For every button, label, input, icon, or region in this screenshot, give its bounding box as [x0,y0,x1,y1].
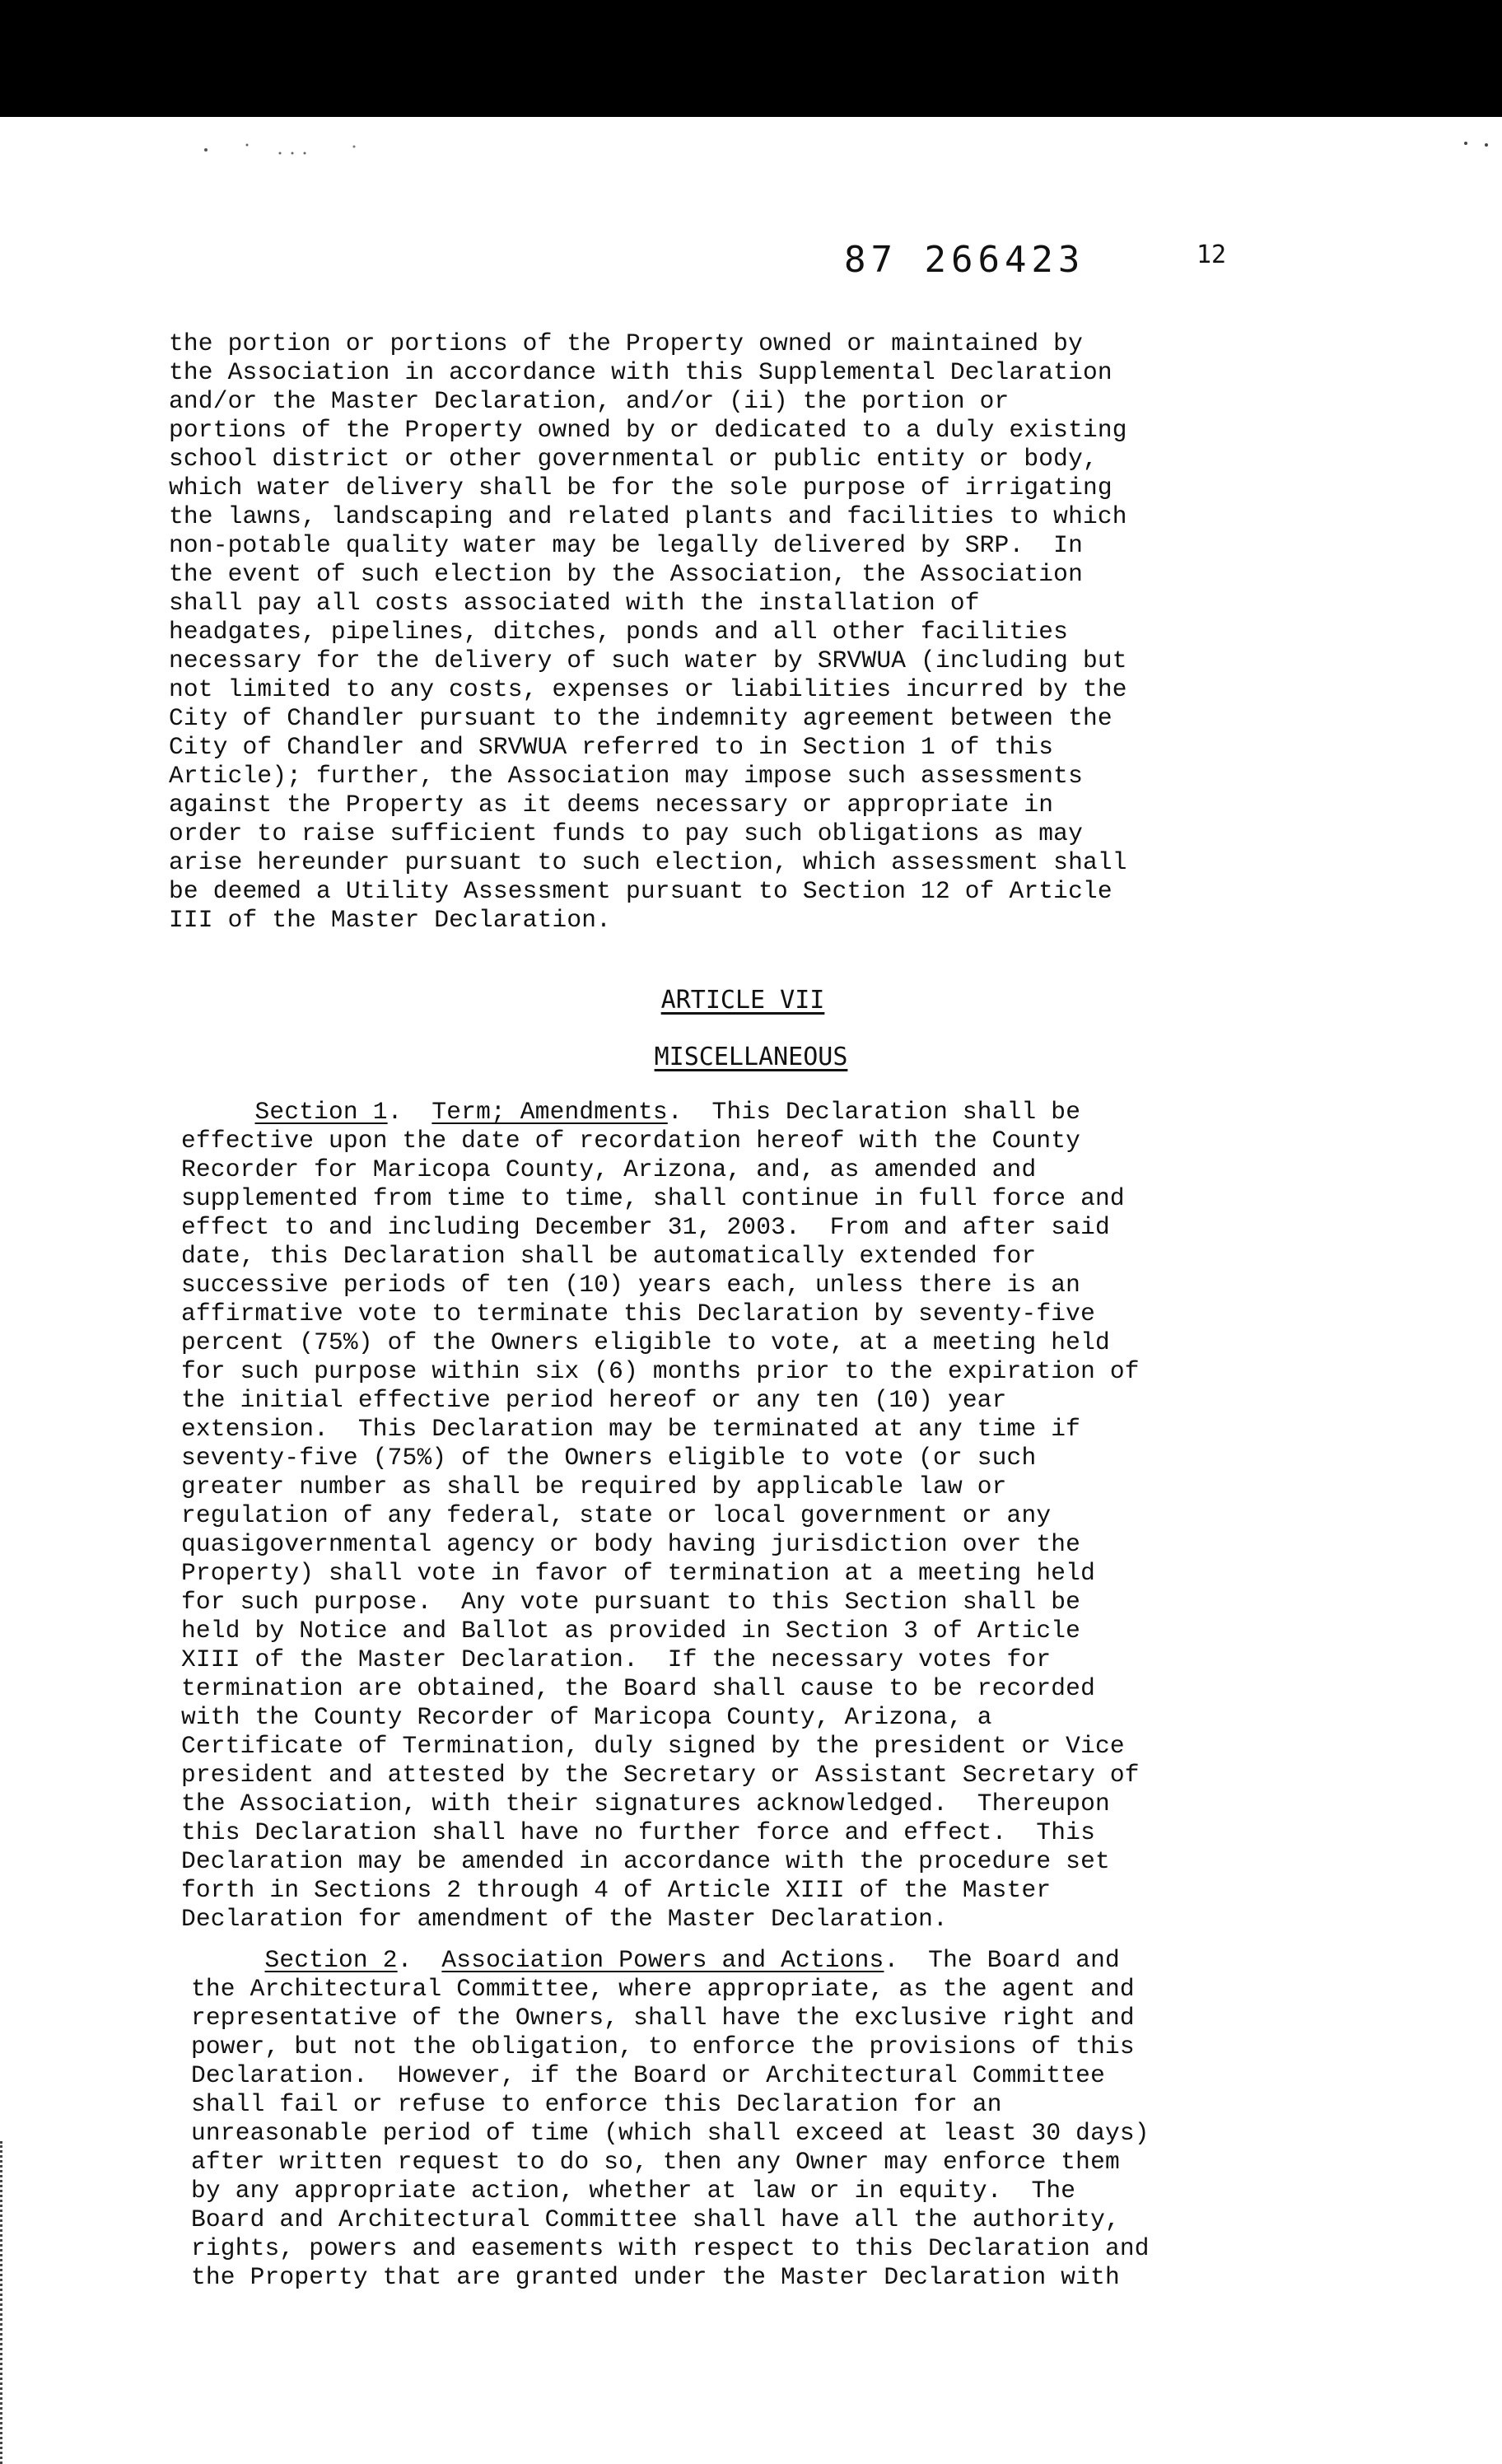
scan-top-border [0,0,1502,117]
section-2-title: Association Powers and Actions [441,1946,884,1974]
article-subheading: MISCELLANEOUS [654,1043,848,1071]
section-1-first-line: . This Declaration shall be [667,1098,1081,1126]
section-1-paragraph: Section 1. Term; Amendments. This Declaration shall be effective upon the date of recordation hereof with the County Recorder for Maricopa County, Arizona, and, as amended and supplemented from time to time, shall continue in full force and effect to and including December 31, 2003. From and after said date, this Declaration shall be automatically extended for successive periods of ten (10) years each, unless there is an affirmative vote to terminate this Declaration by seventy-five percent (75%) of the Owners eligible to vote, at a meeting held for such purpose within six (6) months prior to the expiration of the initial effective period hereof or any ten (10) year extension. This Declaration may be terminated at any time if seventy-five (75%) of the Owners eligible to vote (or such greater number as shall be required by applicable law or regulation of any federal, state or local government or any quasigovernmental agency or body having jurisdiction over the Property) shall vote in favor of termination at a meeting held for such purpose. Any vote pursuant to this Section shall be held by Notice and Ballot as provided in Section 3 of Article XIII of the Master Declaration. If the necessary votes for termination are obtained, the Board shall cause to be recorded with the County Recorder of Maricopa County, Arizona, a Certificate of Termination, duly signed by the president or Vice president and attested by the Secretary or Assistant Secretary of the Association, with their signatures acknowledged. Thereupon this Declaration shall have no further force and effect. This Declaration may be amended in accordance with the procedure set forth in Sections 2 through 4 of Article XIII of the Master Declaration for amendment of the Master Declaration. [181,1098,1140,1933]
article-heading: ARTICLE VII [660,986,825,1015]
scan-noise [189,138,1502,163]
document-number: 87 266423 [844,239,1085,281]
section-2-body: the Architectural Committee, where appropriate, as the agent and representative of the Owners, shall have the exclusive right and power, but not the obligation, to enforce the provisions of this Declaration. However, if the Board or Architectural Committee shall fail or refuse to enforce this Declaration for an unreasonable period of time (which shall exceed at least 30 days) after written request to do so, then any Owner may enforce them by any appropriate action, whether at law or in equity. The Board and Architectural Committee shall have all the authority, rights, powers and easements with respect to this Declaration and the Property that are granted under the Master Declaration with [191,1975,1150,2291]
section-2-label: Section 2 [264,1946,398,1974]
section-2-first-line: . The Board and [884,1946,1120,1974]
section-2-paragraph: Section 2. Association Powers and Actions. The Board and the Architectural Committee, where appropriate, as the agent and representative of the Owners, shall have the exclusive right and power, but not the obligation, to enforce the provisions of this Declaration. However, if the Board or Architectural Committee shall fail or refuse to enforce this Declaration for an unreasonable period of time (which shall exceed at least 30 days) after written request to do so, then any Owner may enforce them by any appropriate action, whether at law or in equity. The Board and Architectural Committee shall have all the authority, rights, powers and easements with respect to this Declaration and the Property that are granted under the Master Declaration with [191,1946,1150,2291]
section-1-label: Section 1 [254,1098,388,1126]
page-number: 12 [1196,240,1227,269]
scan-left-edge-marks [0,2141,19,2464]
section-1-title: Term; Amendments [431,1098,668,1126]
section-1-body: effective upon the date of recordation hereof with the County Recorder for Maricopa County, Arizona, and, as amended and supplemented from time to time, shall continue in full force and effect to and including December 31, 2003. From and after said date, this Declaration shall be automatically extended for successive periods of ten (10) years each, unless there is an affirmative vote to terminate this Declaration by seventy-five percent (75%) of the Owners eligible to vote, at a meeting held for such purpose within six (6) months prior to the expiration of the initial effective period hereof or any ten (10) year extension. This Declaration may be terminated at any time if seventy-five (75%) of the Owners eligible to vote (or such greater number as shall be required by applicable law or regulation of any federal, state or local government or any quasigovernmental agency or body having jurisdiction over the Property) shall vote in favor of termination at a meeting held for such purpose. Any vote pursuant to this Section shall be held by Notice and Ballot as provided in Section 3 of Article XIII of the Master Declaration. If the necessary votes for termination are obtained, the Board shall cause to be recorded with the County Recorder of Maricopa County, Arizona, a Certificate of Termination, duly signed by the president or Vice president and attested by the Secretary or Assistant Secretary of the Association, with their signatures acknowledged. Thereupon this Declaration shall have no further force and effect. This Declaration may be amended in accordance with the procedure set forth in Sections 2 through 4 of Article XIII of the Master Declaration for amendment of the Master Declaration. [181,1127,1140,1933]
continued-paragraph: the portion or portions of the Property owned or maintained by the Association in accordance with this Supplemental Declaration and/or the Master Declaration, and/or (ii) the portion or portions of the Property owned by or dedicated to a duly existing school district or other governmental or public entity or body, which water delivery shall be for the sole purpose of irrigating the lawns, landscaping and related plants and facilities to which non-potable quality water may be legally delivered by SRP. In the event of such election by the Association, the Association shall pay all costs associated with the installation of headgates, pipelines, ditches, ponds and all other facilities necessary for the delivery of such water by SRVWUA (including but not limited to any costs, expenses or liabilities incurred by the City of Chandler pursuant to the indemnity agreement between the City of Chandler and SRVWUA referred to in Section 1 of this Article); further, the Association may impose such assessments against the Property as it deems necessary or appropriate in order to raise sufficient funds to pay such obligations as may arise hereunder pursuant to such election, which assessment shall be deemed a Utility Assessment pursuant to Section 12 of Article III of the Master Declaration. [169,329,1127,934]
